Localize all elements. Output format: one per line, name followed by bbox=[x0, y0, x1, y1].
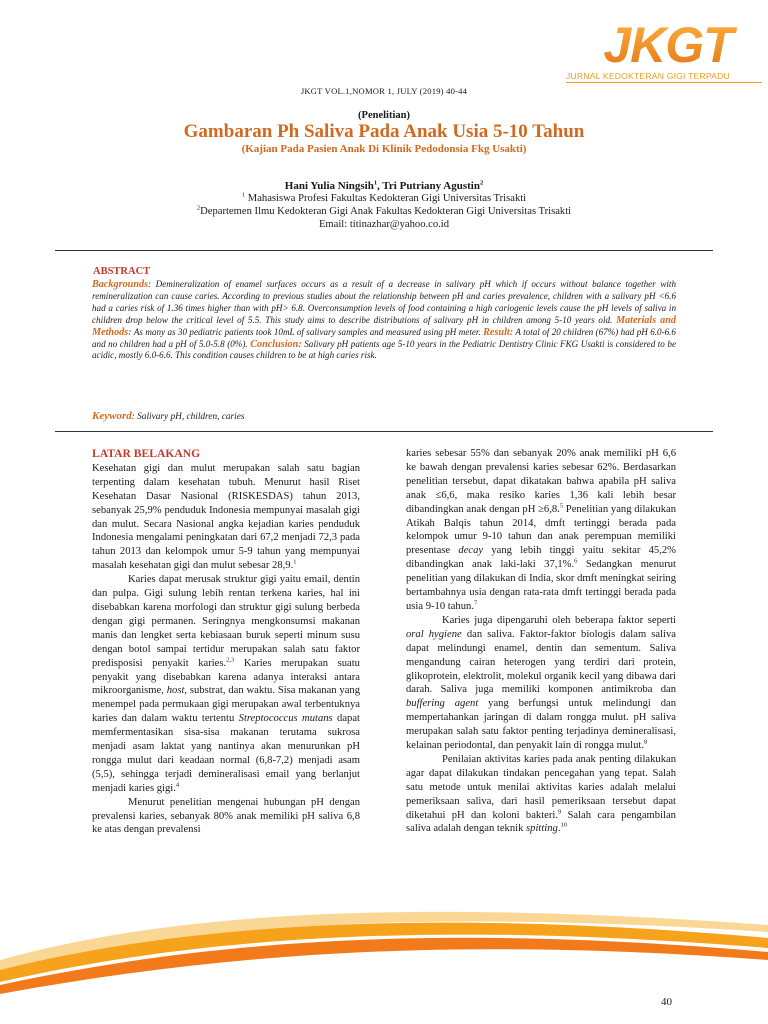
paragraph-text: Karies dapat merusak struktur gigi yaitu email, dentin dan pulpa. Gigi sulung lebih rentan terkena karies, hal ini disebabkan karena morfologi dan struktur gigi sulung berbeda dengan gigi permanen. Seringnya mengkonsumsi makanan manis dan lengket serta kebiasaan buruk seperti minum susu dengan botol sampai tertidur merupakan salah satu faktor predisposisi penyakit karies. bbox=[92, 574, 360, 669]
paragraph bbox=[406, 447, 676, 614]
abstract-conclusion-text: Salivary pH patients age 5-10 years in the Pediatric Dentistry Clinic FKG Usakti is considered to be acidic, mostly 6.0-6.6. This condition causes children to be at high caries risk. bbox=[92, 338, 676, 361]
citation: 1 bbox=[293, 558, 297, 566]
paragraph-text: Penelitian yang dilakukan Atikah Balqis tahun 2014, dmft tertinggi berada pada kelompok umur 9-10 tahun dan anak perempuan memiliki presentase bbox=[406, 503, 676, 557]
paragraph-text: dapat memfermentasikan sisa-sisa makanan terutama sukrosa menjadi asam laktat yang nantinya akan menurunkan pH rongga mulut dari keadaan normal (6,8-7,2) menjadi asam (5,5), sehingga terjadi demineralisasi email yang berlanjut menjadi karies gigi. bbox=[92, 713, 360, 794]
author-affiliation-mark: 1 bbox=[373, 179, 378, 187]
abstract-label-conclusion: Conclusion: bbox=[250, 338, 302, 350]
italic-term: buffering agent bbox=[406, 698, 479, 710]
article-subtitle: (Kajian Pada Pasien Anak Di Klinik Pedodonsia Fkg Usakti) bbox=[241, 143, 527, 155]
paragraph-text: Salah cara pengambilan saliva adalah dengan teknik bbox=[406, 809, 676, 835]
citation: 8 bbox=[644, 738, 648, 746]
paragraph-text: . bbox=[557, 823, 561, 835]
affiliation-text: Mahasiswa Profesi Fakultas Kedokteran Gigi Universitas Trisakti bbox=[245, 193, 527, 204]
abstract-backgrounds-text: : Demineralization of enamel surfaces occurs as a result of a decrease in salivary pH which if occurs without balance together with remineralization can cause caries. According to previous studies about the relationship between pH and caries prevalence, children with a salivary pH <6.6 had a caries risk of 1.36 times higher than with pH> 6.8. Overconsumption levels of food containing a high cariogenic levels cause the pH levels of saliva in children drop below the critical level of 5.5. This study aims to describe distributions of salivary pH in children among 5-10 years old. bbox=[92, 279, 676, 325]
paragraph-text: karies sebesar 55% dan sebanyak 20% anak memiliki pH 6,6 ke bawah dengan prevalensi karies sebesar 62%. Berdasarkan penelitian tersebut, dapat dikatakan bahwa apabila pH saliva anak ≤6,6, maka resiko karies 1,36 kali lebih besar dibandingkan anak dengan pH ≥6,8. bbox=[406, 448, 676, 515]
citation: 5 bbox=[559, 502, 564, 510]
page-number: 40 bbox=[661, 996, 672, 1008]
citation: 6 bbox=[574, 557, 578, 565]
author-email: Email: titinazhar@yahoo.co.id bbox=[318, 219, 450, 230]
divider bbox=[55, 431, 713, 432]
body-column-right bbox=[406, 447, 676, 836]
paragraph-text: Sedangkan menurut penelitian yang dilakukan di India, skor dmft meningkat seiring bertambahnya usia dengan rata-rata dmft tertinggi berada pada usia 9-10 tahun. bbox=[406, 559, 676, 612]
affiliation-mark: 1 bbox=[241, 191, 246, 199]
italic-term: oral hygiene bbox=[406, 628, 462, 640]
abstract-result-text: A total of 20 children (67%) had pH 6.0-6.6 and no children had a pH of 5.0-5.8 (0%). bbox=[92, 326, 676, 349]
logo-text: JKGT bbox=[603, 17, 733, 73]
journal-fullname: JURNAL KEDOKTERAN GIGI TERPADU bbox=[566, 71, 730, 81]
citation: 7 bbox=[473, 599, 478, 607]
italic-term: spitting bbox=[526, 823, 558, 835]
volume-line: JKGT VOL.1,NOMOR 1, JULY (2019) 40-44 bbox=[300, 86, 468, 96]
author-list bbox=[0, 180, 768, 192]
paragraph-text: dan saliva. Faktor-faktor biologis dalam saliva dapat melindungi enamel, dentin dan sementum. Saliva mengandung cairan heterogen yang terdiri dari protein, glikoprotein, elektrolit, molekul organik kecil yang dibawa dari darah. Saliva juga memiliki komponen antimikroba dan bbox=[406, 628, 676, 696]
paragraph bbox=[92, 796, 360, 838]
abstract-label-backgrounds: Backgrounds bbox=[92, 279, 149, 290]
affiliation-text: Departemen Ilmu Kedokteran Gigi Anak Fakultas Kedokteran Gigi Universitas Trisakti bbox=[200, 206, 572, 217]
italic-term: host bbox=[166, 685, 185, 697]
citation: 10 bbox=[560, 821, 567, 829]
paragraph-text: Menurut penelitian mengenai hubungan pH dengan prevalensi karies, sebanyak 80% anak memiliki pH saliva 6,8 ke atas dengan prevalensi bbox=[92, 796, 360, 836]
abstract-label-result: Result: bbox=[483, 326, 514, 338]
section-heading: LATAR BELAKANG bbox=[92, 447, 201, 460]
citation: 4 bbox=[175, 781, 180, 789]
footer-waves bbox=[0, 890, 768, 1000]
author-separator: , bbox=[377, 180, 383, 192]
paragraph-text: Penilaian aktivitas karies pada anak penting dilakukan agar dapat dilakukan tindakan pencegahan yang tepat. Salah satu metode untuk menilai aktivitas karies adalah melalui pemeriksaan saliva, dari hasil pemeriksaan tersebut dapat diketahui pH dan koloni bakteri. bbox=[406, 753, 676, 821]
author-affiliation-mark: 2 bbox=[479, 179, 484, 187]
paragraph-text: , substrat, dan waktu. Sisa makanan yang menempel pada permukaan gigi merupakan awal terbentuknya karies dan dalam waktu tertentu bbox=[92, 685, 360, 725]
italic-term: Streptococcus mutans bbox=[238, 713, 333, 725]
affiliation bbox=[0, 206, 768, 217]
paragraph bbox=[92, 573, 360, 796]
keyword-text: : Salivary pH, children, caries bbox=[131, 412, 245, 422]
citation: 9 bbox=[557, 808, 562, 816]
paragraph-text: Kesehatan gigi dan mulut merupakan salah satu bagian terpenting dalam kesehatan tubuh. Menurut hasil Riset Kesehatan Dasar Nasional (RISKESDAS) tahun 2013, sebanyak 25,9% penduduk Indonesia mempunyai masalah gigi dan mulut. Secara Nasional angka kejadian karies penduduk Indonesia mengalami peningkatan dari 67,2 menjadi 72,3 pada tahun 2013 dan kelompok umur 5-9 tahun yang mempunyai masalah kesehatan gigi dan mulut sebesar 28,9. bbox=[92, 462, 360, 572]
logo-underline bbox=[566, 82, 762, 83]
paragraph-text: yang berfungsi untuk melindungi dan mempertahankan jaringan di dalam rongga mulut. pH saliva merupakan salah satu faktor penting terjadinya demineralisasi, kelainan periodontal, dan penyakit lain di rongga mulut. bbox=[406, 698, 677, 752]
paragraph bbox=[92, 462, 360, 573]
article-title: Gambaran Ph Saliva Pada Anak Usia 5-10 Tahun bbox=[183, 121, 585, 142]
author-name: Hani Yulia Ningsih bbox=[284, 180, 374, 192]
journal-logo bbox=[603, 14, 733, 73]
keyword-label: Keyword bbox=[92, 410, 132, 422]
paragraph-text: yang lebih tinggi yaitu sekitar 45,2% dibandingkan anak laki-laki 37,1%. bbox=[406, 545, 676, 571]
abstract-heading: ABSTRACT bbox=[93, 266, 151, 277]
article-type: (Penelitian) bbox=[358, 110, 410, 121]
paragraph bbox=[406, 753, 676, 836]
abstract-body bbox=[92, 279, 676, 362]
abstract-label-methods: Materials and Methods: bbox=[92, 314, 676, 338]
keyword-line bbox=[92, 410, 244, 422]
abstract-methods-text: As many as 30 pediatric patients took 10mL of salivary samples and measured using pH meter. bbox=[131, 326, 484, 337]
affiliation bbox=[0, 193, 768, 204]
body-column-left bbox=[92, 447, 360, 837]
italic-term: decay bbox=[458, 545, 484, 557]
affiliation-mark: 2 bbox=[196, 204, 201, 212]
citation: 2,3 bbox=[226, 656, 235, 664]
paragraph bbox=[406, 614, 676, 753]
divider bbox=[55, 250, 713, 251]
author-name: Tri Putriany Agustin bbox=[382, 180, 480, 192]
paragraph-text: Karies juga dipengaruhi oleh beberapa faktor seperti bbox=[442, 614, 676, 626]
paragraph-text: Karies merupakan suatu penyakit yang disebabkan karena adanya interaksi antara mikroorganisme, bbox=[92, 657, 360, 697]
